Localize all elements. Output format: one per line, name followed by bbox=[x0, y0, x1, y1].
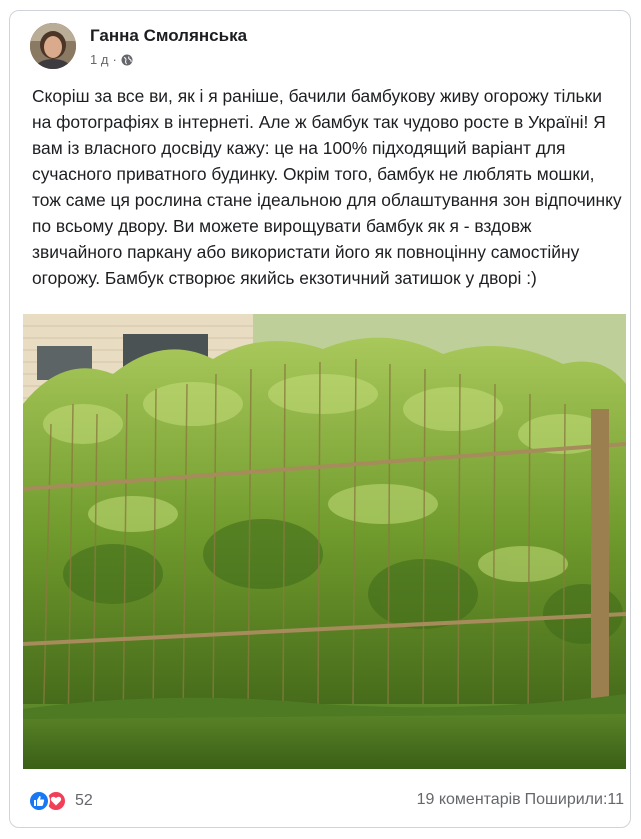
post-stats bbox=[417, 791, 624, 809]
shares-count[interactable]: Поширили:11 bbox=[524, 791, 624, 808]
comments-count[interactable]: 19 коментарів bbox=[416, 791, 521, 808]
avatar[interactable] bbox=[30, 23, 76, 69]
post-time[interactable]: 1 д bbox=[90, 52, 109, 67]
post-footer bbox=[10, 776, 630, 816]
post-meta bbox=[90, 52, 133, 67]
author-name[interactable]: Ганна Смолянська bbox=[90, 26, 248, 45]
post-card bbox=[9, 10, 631, 828]
post-photo[interactable] bbox=[23, 314, 626, 769]
post-text bbox=[32, 83, 622, 291]
reactions-count: 52 bbox=[75, 792, 93, 809]
meta-separator: · bbox=[112, 52, 117, 67]
globe-icon bbox=[121, 54, 133, 66]
post-paragraph: Скоріш за все ви, як і я раніше, бачили бамбукову живу огорожу тільки на фотографіях в інтернеті. Але ж бамбук так чудово росте в Україні! Я вам із власного досвіду кажу: це на 100% підходящий варіант для сучасного приватного будинку. Окрім того, бамбук не люблять мошки, тож саме ця рослина стане ідеальною для облаштування зон відпочинку по всьому двору. Ви можете вирощувати бамбук як я - вздовж звичайного паркану або використати його як повноцінну самостійну огорожу. Бамбук створює якийсь екзотичний затишок у дворі :) bbox=[32, 86, 622, 288]
reactions[interactable] bbox=[28, 790, 93, 812]
like-icon bbox=[28, 790, 50, 812]
